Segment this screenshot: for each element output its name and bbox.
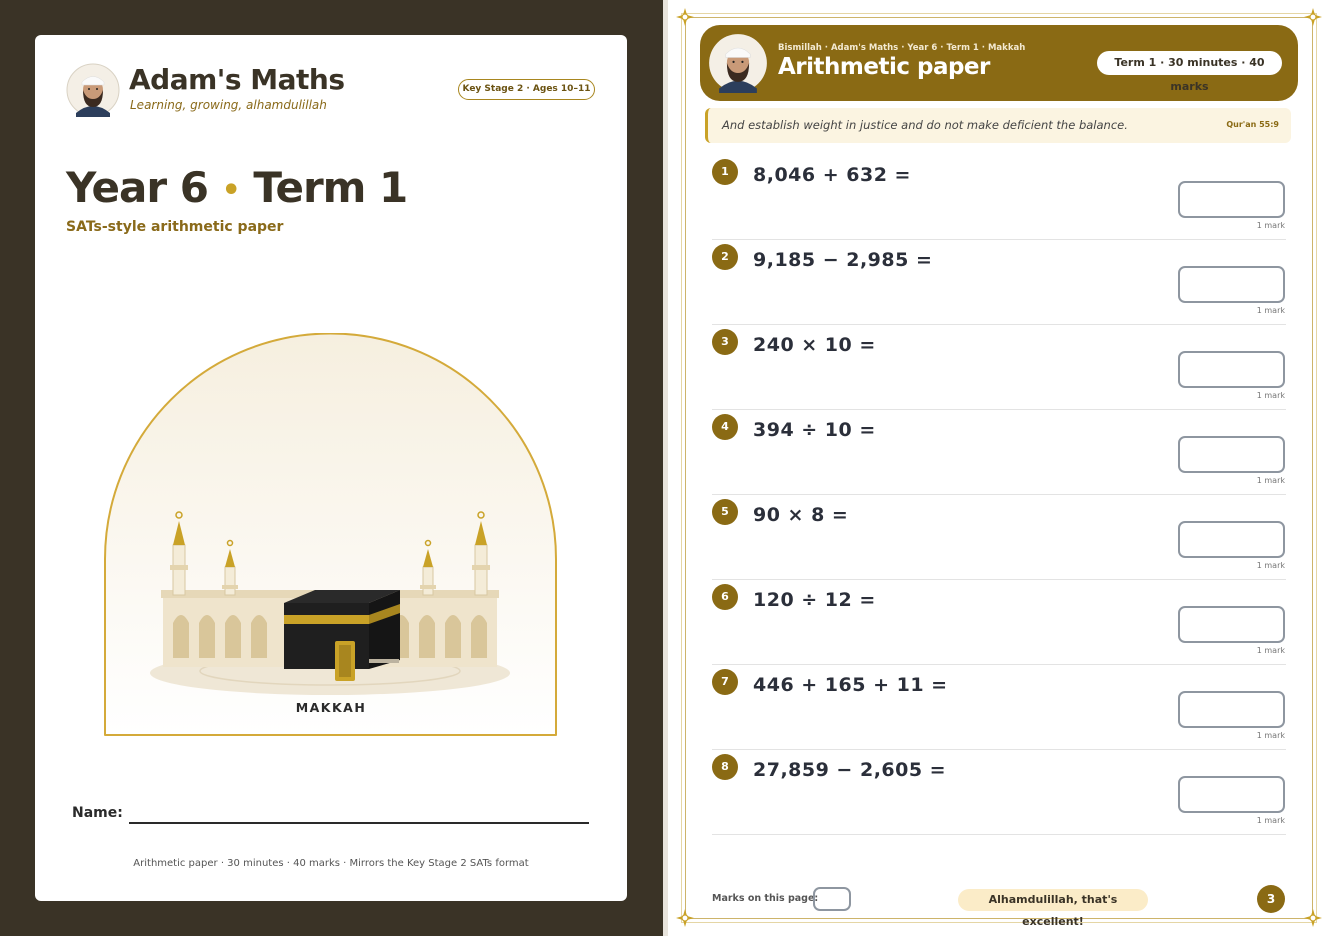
question-number: 3 (712, 329, 738, 355)
question-row (712, 750, 1286, 835)
question-text: 27,859 − 2,605 = (753, 759, 947, 781)
question-text: 240 × 10 = (753, 334, 876, 356)
mark-label: 1 mark (1256, 646, 1285, 655)
question-text: 394 ÷ 10 = (753, 419, 876, 441)
question-number: 4 (712, 414, 738, 440)
question-text: 90 × 8 = (753, 504, 849, 526)
mark-label: 1 mark (1256, 306, 1285, 315)
mark-label: 1 mark (1256, 221, 1285, 230)
mark-label: 1 mark (1256, 561, 1285, 570)
corner-ornament-icon (1304, 909, 1322, 927)
question-number: 1 (712, 159, 738, 185)
answer-box[interactable] (1178, 436, 1285, 473)
marks-total-box[interactable] (813, 887, 851, 911)
mark-label: 1 mark (1256, 476, 1285, 485)
page-title: Arithmetic paper (778, 54, 990, 80)
answer-box[interactable] (1178, 691, 1285, 728)
cover-subtitle: SATs-style arithmetic paper (66, 219, 284, 235)
question-number: 7 (712, 669, 738, 695)
answer-box[interactable] (1178, 521, 1285, 558)
question-number: 2 (712, 244, 738, 270)
question-text: 120 ÷ 12 = (753, 589, 876, 611)
name-input-line[interactable] (129, 822, 589, 824)
question-row (712, 325, 1286, 410)
brand-tagline: Learning, growing, alhamdulillah (130, 98, 327, 112)
quote-text: And establish weight in justice and do not make deficient the balance. (722, 118, 1128, 132)
title-dot: • (221, 173, 240, 208)
cover-footer: Arithmetic paper · 30 minutes · 40 marks · Mirrors the Key Stage 2 SATs format (133, 858, 529, 869)
question-row (712, 240, 1286, 325)
name-label: Name: (72, 805, 123, 821)
corner-ornament-icon (1304, 8, 1322, 26)
mark-label: 1 mark (1256, 391, 1285, 400)
question-row (712, 580, 1286, 665)
paper-page (668, 0, 1330, 936)
question-number: 8 (712, 754, 738, 780)
corner-ornament-icon (676, 8, 694, 26)
question-row (712, 410, 1286, 495)
title-term: Term 1 (253, 163, 408, 212)
answer-box[interactable] (1178, 266, 1285, 303)
avatar (66, 63, 120, 117)
mark-label: 1 mark (1256, 731, 1285, 740)
corner-ornament-icon (676, 909, 694, 927)
question-number: 5 (712, 499, 738, 525)
mark-label: 1 mark (1256, 816, 1285, 825)
question-row (712, 665, 1286, 750)
page-number: 3 (1257, 885, 1285, 913)
question-text: 446 + 165 + 11 = (753, 674, 948, 696)
paper-header (700, 25, 1298, 101)
breadcrumb: Bismillah · Adam's Maths · Year 6 · Term 1 · Makkah (778, 43, 1026, 53)
cover-title (66, 163, 407, 212)
paper-info-badge: Term 1 · 30 minutes · 40 marks (1097, 51, 1282, 75)
avatar (708, 33, 768, 93)
illustration-caption: MAKKAH (295, 700, 367, 715)
answer-box[interactable] (1178, 776, 1285, 813)
answer-box[interactable] (1178, 606, 1285, 643)
stage-badge: Key Stage 2 · Ages 10–11 (458, 79, 595, 100)
question-row (712, 155, 1286, 240)
answer-box[interactable] (1178, 181, 1285, 218)
kaaba-illustration (103, 333, 558, 737)
question-text: 8,046 + 632 = (753, 164, 911, 186)
quote-banner (705, 108, 1291, 143)
marks-label: Marks on this page: (712, 893, 819, 904)
question-number: 6 (712, 584, 738, 610)
brand-title: Adam's Maths (129, 63, 345, 96)
cover-page (35, 35, 627, 901)
answer-box[interactable] (1178, 351, 1285, 388)
question-row (712, 495, 1286, 580)
quote-reference: Qur'an 55:9 (1226, 120, 1279, 129)
question-text: 9,185 − 2,985 = (753, 249, 933, 271)
praise-badge: Alhamdulillah, that's excellent! (958, 889, 1148, 911)
title-year: Year 6 (66, 163, 208, 212)
